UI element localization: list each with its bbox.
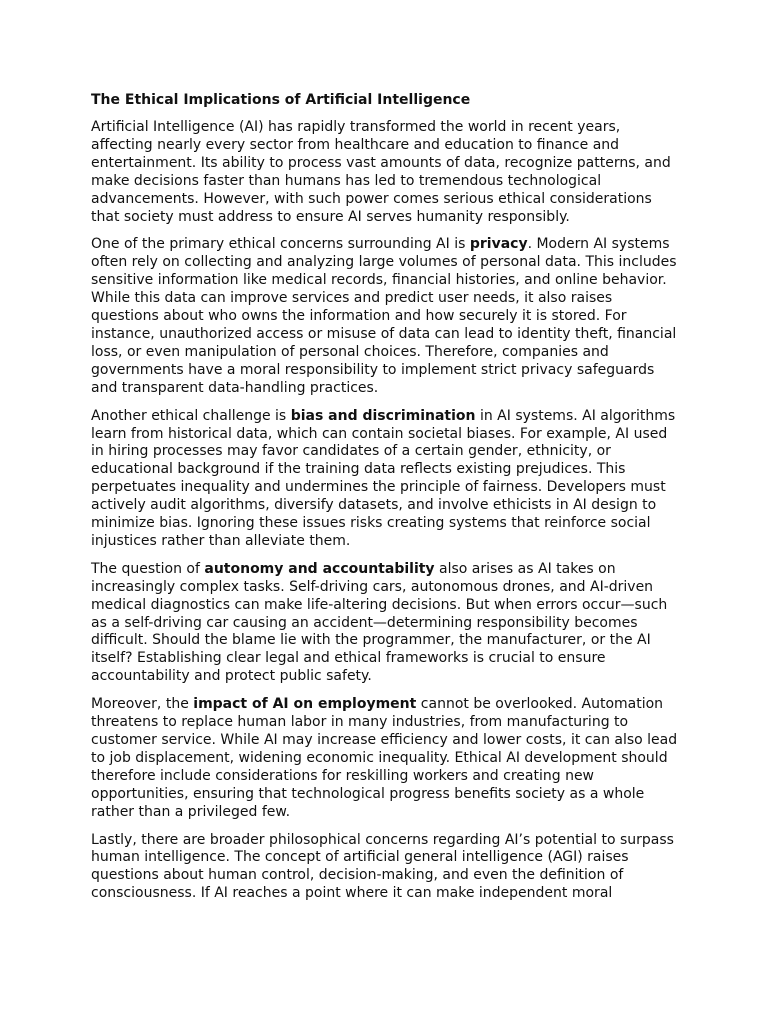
paragraph-text: Lastly, there are broader philosophical concerns regarding AI’s potential to surpass human intelligence. The concept of artificial general intelligence (AGI) raises questions about human control, decision-making, and even the definition of consciousness. If AI reaches a point where it can make independent moral [91, 831, 674, 902]
paragraph-text: in AI systems. AI algorithms learn from historical data, which can contain societal biases. For example, AI used in hiring processes may favor candidates of a certain gender, ethnicity, or educational background if the training data reflects existing prejudices. This perpetuates inequality and undermines the principle of fairness. Developers must actively audit algorithms, diversify datasets, and involve ethicists in AI design to minimize bias. Ignoring these issues risks creating systems that reinforce social injustices rather than alleviate them. [91, 407, 676, 549]
document-body [91, 91, 681, 913]
paragraph-text: One of the primary ethical concerns surrounding AI is [91, 236, 470, 253]
paragraph-accountability [91, 561, 681, 686]
bold-term-privacy: privacy [469, 236, 528, 253]
paragraph-text: also arises as AI takes on increasingly complex tasks. Self-driving cars, autonomous drones, and AI-driven medical diagnostics can make life-altering decisions. But when errors occur—such as a self-driving car causing an accident—determining responsibility becomes difficult. Should the blame lie with the programmer, the manufacturer, or the AI itself? Establishing clear legal and ethical frameworks is crucial to ensure accountability and protect public safety. [91, 560, 668, 685]
paragraph-employment [91, 696, 681, 821]
paragraph-text: . Modern AI systems often rely on collecting and analyzing large volumes of personal data. This includes sensitive information like medical records, financial histories, and online behavior. While this data can improve services and predict user needs, it also raises questions about who owns the information and how securely it is stored. For instance, unauthorized access or misuse of data can lead to identity theft, financial loss, or even manipulation of personal choices. Therefore, companies and governments have a moral responsibility to implement strict privacy safeguards and transparent data-handling practices. [91, 236, 677, 396]
bold-term-employment: impact of AI on employment [193, 696, 417, 713]
paragraph-text: Moreover, the [91, 696, 194, 713]
paragraph-text: Another ethical challenge is [91, 407, 291, 424]
document-title: The Ethical Implications of Artificial Intelligence [91, 92, 471, 108]
paragraph-introduction [91, 119, 681, 226]
paragraph-text: cannot be overlooked. Automation threatens to replace human labor in many industries, from manufacturing to customer service. While AI may increase efficiency and lower costs, it can also lead to job displacement, widening economic inequality. Ethical AI development should therefore include considerations for reskilling workers and creating new opportunities, ensuring that technological progress benefits society as a whole rather than a privileged few. [91, 696, 678, 820]
paragraph-text: Artificial Intelligence (AI) has rapidly transformed the world in recent years, affecting nearly every sector from healthcare and education to finance and entertainment. Its ability to process vast amounts of data, recognize patterns, and make decisions faster than humans has led to tremendous technological advancements. However, with such power comes serious ethical considerations that society must address to ensure AI serves humanity responsibly. [91, 119, 671, 225]
paragraph-privacy [91, 236, 681, 397]
paragraph-text: The question of [91, 560, 205, 577]
paragraph-bias [91, 408, 681, 551]
bold-term-accountability: autonomy and accountability [204, 560, 435, 577]
bold-term-bias: bias and discrimination [290, 407, 476, 424]
paragraph-philosophical [91, 832, 681, 904]
